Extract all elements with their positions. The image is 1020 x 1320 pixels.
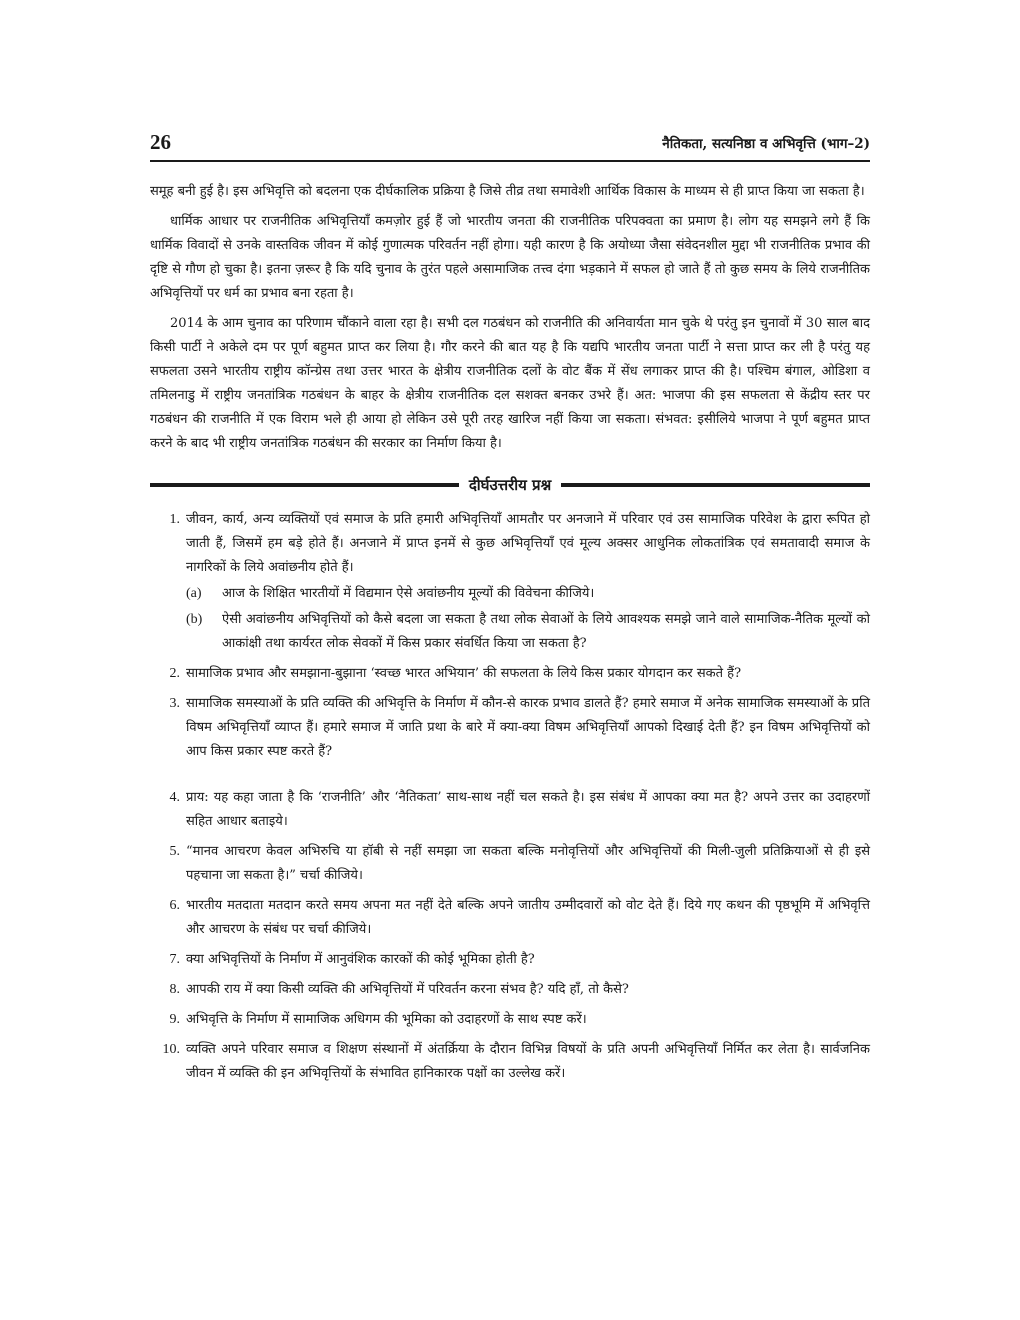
question-text: “मानव आचरण केवल अभिरुचि या हॉबी से नहीं समझा जा सकता बल्कि मनोवृत्तियों और अभिवृत्तियों की मिली-जुली प्रतिक्रियाओं से ही इसे पहचाना जा सकता है।” चर्चा कीजिये। bbox=[186, 844, 870, 883]
question-text: भारतीय मतदाता मतदान करते समय अपना मत नहीं देते बल्कि अपने जातीय उम्मीदवारों को वोट देते हैं। दिये गए कथन की पृष्ठभूमि में अभिवृत्ति और आचरण के संबंध पर चर्चा कीजिये। bbox=[186, 898, 870, 937]
body-text bbox=[150, 180, 870, 456]
page-header bbox=[150, 130, 870, 162]
question-list bbox=[150, 508, 870, 1086]
question-number: 9. bbox=[169, 1012, 180, 1027]
question-item bbox=[150, 1038, 870, 1086]
question-text: व्यक्ति अपने परिवार समाज व शिक्षण संस्थानों में अंतर्क्रिया के दौरान विभिन्न विषयों के प्रति अपनी अभिवृत्तियाँ निर्मित कर लेता है। सार्वजनिक जीवन में व्यक्ति की इन अभिवृत्तियों के संभावित हानिकारक पक्षों का उल्लेख करें। bbox=[186, 1042, 870, 1081]
question-text: क्या अभिवृत्तियों के निर्माण में आनुवंशिक कारकों की कोई भूमिका होती है? bbox=[186, 952, 535, 967]
question-text: जीवन, कार्य, अन्य व्यक्तियों एवं समाज के प्रति हमारी अभिवृत्तियाँ आमतौर पर अनजाने में परिवार एवं उस सामाजिक परिवेश के द्वारा रूपित हो जाती हैं, जिसमें हम बड़े होते हैं। अनजाने में प्राप्त इनमें से कुछ अभिवृत्तियाँ एवं मूल्य अक्सर आधुनिक लोकतांत्रिक एवं समतावादी समाज के नागरिकों के लिये अवांछनीय होते हैं। bbox=[186, 512, 870, 575]
question-number: 6. bbox=[169, 898, 180, 913]
document-page bbox=[150, 130, 870, 1092]
question-number: 4. bbox=[169, 790, 180, 805]
question-text: आपकी राय में क्या किसी व्यक्ति की अभिवृत्तियों में परिवर्तन करना संभव है? यदि हाँ, तो कैसे? bbox=[186, 982, 629, 997]
sub-question-label: (b) bbox=[186, 612, 203, 627]
question-text: प्राय: यह कहा जाता है कि ‘राजनीति’ और ‘नैतिकता’ साथ-साथ नहीं चल सकते है। इस संबंध में आपका क्या मत है? अपने उत्तर का उदाहरणों सहित आधार बताइये। bbox=[186, 790, 870, 829]
question-number: 8. bbox=[169, 982, 180, 997]
section-title: दीर्घउत्तरीय प्रश्न bbox=[468, 476, 552, 494]
section-heading bbox=[150, 474, 870, 496]
paragraph: 2014 के आम चुनाव का परिणाम चौंकाने वाला रहा है। सभी दल गठबंधन को राजनीति की अनिवार्यता मान चुके थे परंतु इन चुनावों में 30 साल बाद किसी पार्टी ने अकेले दम पर पूर्ण बहुमत प्राप्त कर लिया है। गौर करने की बात यह है कि यद्यपि भारतीय जनता पार्टी ने सत्ता प्राप्त कर ली है परंतु यह सफलता उसने भारतीय राष्ट्रीय कॉन्ग्रेस तथा उत्तर भारत के क्षेत्रीय राजनीतिक दलों के वोट बैंक में सेंध लगाकर प्राप्त की है। पश्चिम बंगाल, ओडिशा व तमिलनाडु में राष्ट्रीय जनतांत्रिक गठबंधन के बाहर के क्षेत्रीय राजनीतिक दल सशक्त बनकर उभरे हैं। अत: भाजपा की इस सफलता से केंद्रीय स्तर पर गठबंधन की राजनीति में एक विराम भले ही आया हो लेकिन उसे पूरी तरह खारिज नहीं किया जा सकता। संभवत: इसीलिये भाजपा ने पूर्ण बहुमत प्राप्त करने के बाद भी राष्ट्रीय जनतांत्रिक गठबंधन की सरकार का निर्माण किया है। bbox=[150, 316, 870, 451]
question-number: 10. bbox=[162, 1042, 180, 1057]
sub-question bbox=[186, 608, 870, 656]
sub-question bbox=[186, 582, 870, 606]
section-rule-right bbox=[561, 483, 870, 487]
question-item bbox=[150, 508, 870, 656]
question-number: 2. bbox=[169, 666, 180, 681]
paragraph: समूह बनी हुई है। इस अभिवृत्ति को बदलना एक दीर्घकालिक प्रक्रिया है जिसे तीव्र तथा समावेशी आर्थिक विकास के माध्यम से ही प्राप्त किया जा सकता है। bbox=[150, 184, 865, 199]
question-item bbox=[150, 662, 870, 686]
question-text: सामाजिक समस्याओं के प्रति व्यक्ति की अभिवृत्ति के निर्माण में कौन-से कारक प्रभाव डालते हैं? हमारे समाज में अनेक सामाजिक समस्याओं के प्रति विषम अभिवृत्तियाँ व्याप्त हैं। हमारे समाज में जाति प्रथा के बारे में क्या-क्या विषम अभिवृत्तियाँ आपको दिखाई देती हैं? इन विषम अभिवृत्तियों को आप किस प्रकार स्पष्ट करते हैं? bbox=[186, 696, 870, 759]
page-number: 26 bbox=[150, 130, 171, 154]
sub-question-label: (a) bbox=[186, 586, 202, 601]
question-number: 5. bbox=[169, 844, 180, 859]
sub-question-text: ऐसी अवांछनीय अभिवृत्तियों को कैसे बदला जा सकता है तथा लोक सेवाओं के लिये आवश्यक समझे जाने वाले सामाजिक-नैतिक मूल्यों को आकांक्षी तथा कार्यरत लोक सेवकों में किस प्रकार संवर्धित किया जा सकता है? bbox=[222, 612, 870, 651]
question-item bbox=[150, 894, 870, 942]
question-item bbox=[150, 1008, 870, 1032]
question-number: 7. bbox=[169, 952, 180, 967]
question-text: अभिवृत्ति के निर्माण में सामाजिक अधिगम की भूमिका को उदाहरणों के साथ स्पष्ट करें। bbox=[186, 1012, 587, 1027]
question-item bbox=[150, 786, 870, 834]
sub-question-text: आज के शिक्षित भारतीयों में विद्यमान ऐसे अवांछनीय मूल्यों की विवेचना कीजिये। bbox=[222, 586, 595, 601]
paragraph: धार्मिक आधार पर राजनीतिक अभिवृत्तियाँ कमज़ोर हुई हैं जो भारतीय जनता की राजनीतिक परिपक्वता का प्रमाण है। लोग यह समझने लगे हैं कि धार्मिक विवादों से उनके वास्तविक जीवन में कोई गुणात्मक परिवर्तन नहीं होगा। यही कारण है कि अयोध्या जैसा संवेदनशील मुद्दा भी राजनीतिक प्रभाव की दृष्टि से गौण हो चुका है। इतना ज़रूर है कि यदि चुनाव के तुरंत पहले असामाजिक तत्त्व दंगा भड़काने में सफल हो जाते हैं तो कुछ समय के लिये राजनीतिक अभिवृत्तियों पर धर्म का प्रभाव बना रहता है। bbox=[150, 214, 870, 301]
question-item bbox=[150, 978, 870, 1002]
question-number: 3. bbox=[169, 696, 180, 711]
question-text: सामाजिक प्रभाव और समझाना-बुझाना ‘स्वच्छ भारत अभियान’ की सफलता के लिये किस प्रकार योगदान कर सकते हैं? bbox=[186, 666, 742, 681]
running-title: नैतिकता, सत्यनिष्ठा व अभिवृत्ति (भाग–2) bbox=[662, 136, 870, 152]
question-item bbox=[150, 692, 870, 764]
question-item bbox=[150, 948, 870, 972]
section-rule-left bbox=[150, 483, 459, 487]
question-item bbox=[150, 840, 870, 888]
question-number: 1. bbox=[169, 512, 180, 527]
